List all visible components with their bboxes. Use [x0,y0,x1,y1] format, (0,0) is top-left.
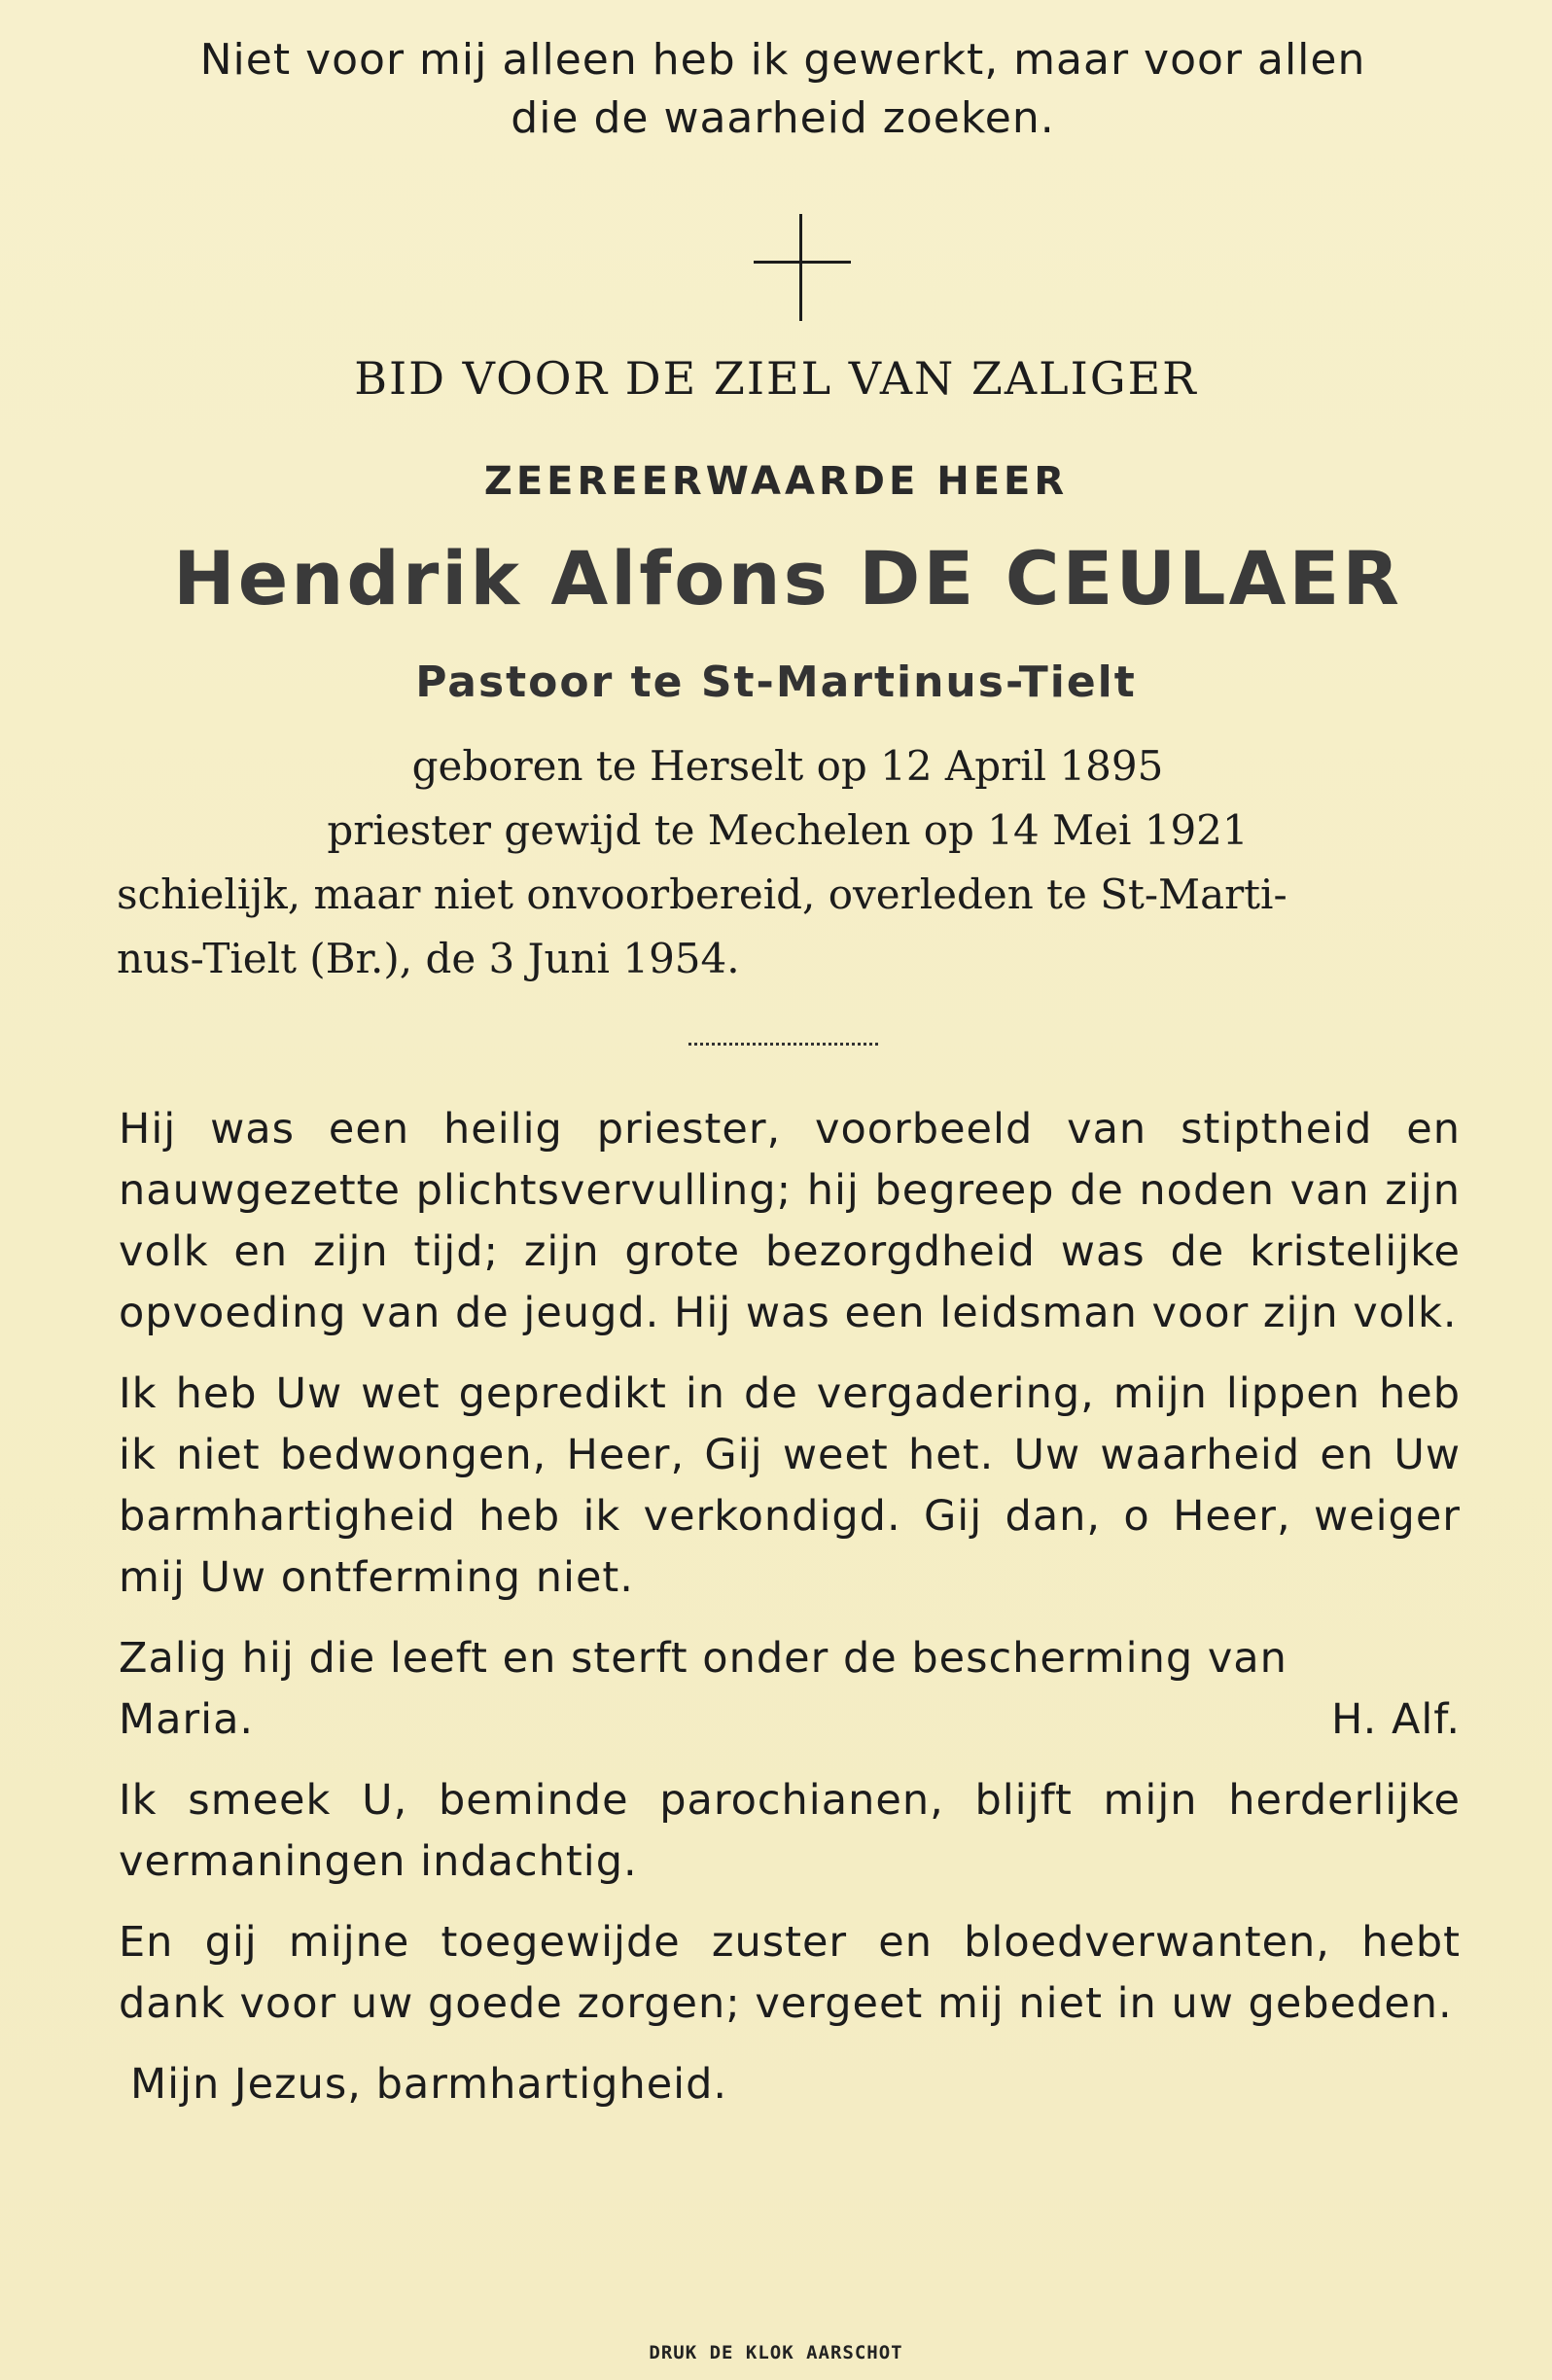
motto-line-1: Niet voor mij alleen heb ik gewerkt, maar voor allen [199,35,1366,85]
death-line-1: schielijk, maar niet onvoorbereid, overleden te St-Marti- [117,870,1287,918]
quote-source: H. Alf. [1331,1695,1461,1744]
death-line-2: nus-Tielt (Br.), de 3 Juni 1954. [117,935,740,982]
memorial-text [119,1099,1461,2135]
ordination-line: priester gewijd te Mechelen op 14 Mei 1921 [327,806,1249,854]
birth-line: geboren te Herselt op 12 April 1895 [411,742,1164,790]
deceased-function: Pastoor te St-Martinus-Tielt [415,657,1137,707]
deceased-name: Hendrik Alfons DE CEULAER [173,535,1402,622]
dotted-separator [688,1043,878,1046]
paragraph-psalm: Ik heb Uw wet gepredikt in de vergadering, mijn lippen heb ik niet bedwongen, Heer, Gij weet het. Uw waarheid en Uw barmhartigheid heb ik verkondigd. Gij dan, o Heer, weiger mij Uw ontferming niet. [119,1369,1461,1602]
printer-credit: DRUK DE KLOK AARSCHOT [649,2342,903,2363]
paragraph-family: En gij mijne toegewijde zuster en bloedverwanten, hebt dank voor uw goede zorgen; vergeet mij niet in uw gebeden. [119,1918,1461,2028]
paragraph-parishioners: Ik smeek U, beminde parochianen, blijft mijn herderlijke vermaningen indachtig. [119,1776,1461,1886]
prayer-heading: BID VOOR DE ZIEL VAN ZALIGER [354,352,1198,405]
cross-icon [754,214,851,321]
quote-line-2 [119,1689,1461,1751]
quote-line-1: Zalig hij die leeft en sterft onder de bescherming van [119,1634,1287,1683]
honorific-title: ZEEREERWAARDE HEER [483,459,1069,504]
paragraph-quote [119,1628,1461,1751]
motto [107,31,1459,148]
quote-word: Maria. [119,1695,255,1744]
paragraph-tribute: Hij was een heilig priester, voorbeeld van stiptheid en nauwgezette plichtsvervulling; hij begreep de noden van zijn volk en zijn tijd; zijn grote bezorgdheid was de kristelijke opvoeding van de jeugd. Hij was een leidsman voor zijn volk. [119,1105,1461,1337]
life-dates [117,734,1459,991]
paragraph-closing-prayer: Mijn Jezus, barmhartigheid. [130,2060,728,2109]
motto-line-2: die de waarheid zoeken. [511,93,1055,143]
